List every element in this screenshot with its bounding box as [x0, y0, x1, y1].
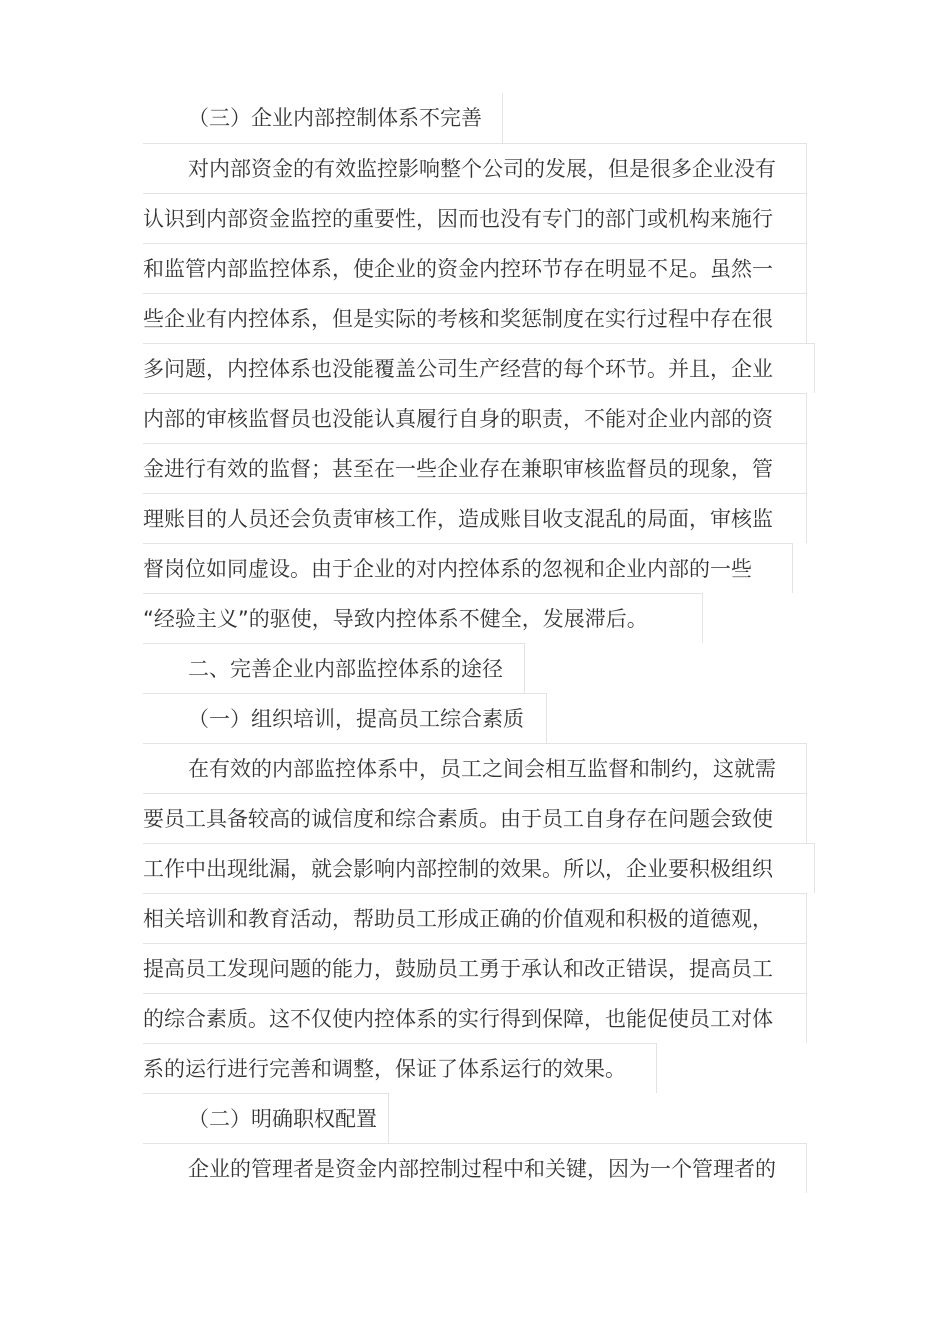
paragraph-line: 提高员工发现问题的能力，鼓励员工勇于承认和改正错误，提高员工 — [143, 943, 807, 993]
subsection-heading-2: （二）明确职权配置 — [143, 1093, 389, 1143]
paragraph-line: 金进行有效的监督；甚至在一些企业存在兼职审核监督员的现象，管 — [143, 443, 807, 493]
paragraph-line: 在有效的内部监控体系中，员工之间会相互监督和制约，这就需 — [143, 743, 807, 793]
paragraph-line: “经验主义”的驱使，导致内控体系不健全，发展滞后。 — [143, 593, 703, 643]
paragraph-line: 督岗位如同虚设。由于企业的对内控体系的忽视和企业内部的一些 — [143, 543, 793, 593]
paragraph-line: 系的运行进行完善和调整，保证了体系运行的效果。 — [143, 1043, 657, 1093]
paragraph-line: 要员工具备较高的诚信度和综合素质。由于员工自身存在问题会致使 — [143, 793, 807, 843]
paragraph-line: 企业的管理者是资金内部控制过程中和关键，因为一个管理者的 — [143, 1143, 807, 1193]
paragraph-line: 对内部资金的有效监控影响整个公司的发展，但是很多企业没有 — [143, 143, 807, 193]
paragraph-line: 和监管内部监控体系，使企业的资金内控环节存在明显不足。虽然一 — [143, 243, 807, 293]
paragraph-line: 工作中出现纰漏，就会影响内部控制的效果。所以，企业要积极组织 — [143, 843, 815, 893]
paragraph-line: 相关培训和教育活动，帮助员工形成正确的价值观和积极的道德观， — [143, 893, 807, 943]
paragraph-line: 理账目的人员还会负责审核工作，造成账目收支混乱的局面，审核监 — [143, 493, 807, 543]
paragraph-line: 内部的审核监督员也没能认真履行自身的职责，不能对企业内部的资 — [143, 393, 807, 443]
section-heading-2: 二、完善企业内部监控体系的途径 — [143, 643, 525, 693]
paragraph-line: 些企业有内控体系，但是实际的考核和奖惩制度在实行过程中存在很 — [143, 293, 807, 343]
paragraph-line: 多问题，内控体系也没能覆盖公司生产经营的每个环节。并且，企业 — [143, 343, 815, 393]
section-heading-3: （三）企业内部控制体系不完善 — [143, 93, 503, 143]
paragraph-line: 的综合素质。这不仅使内控体系的实行得到保障，也能促使员工对体 — [143, 993, 807, 1043]
paragraph-line: 认识到内部资金监控的重要性，因而也没有专门的部门或机构来施行 — [143, 193, 807, 243]
subsection-heading-1: （一）组织培训，提高员工综合素质 — [143, 693, 547, 743]
